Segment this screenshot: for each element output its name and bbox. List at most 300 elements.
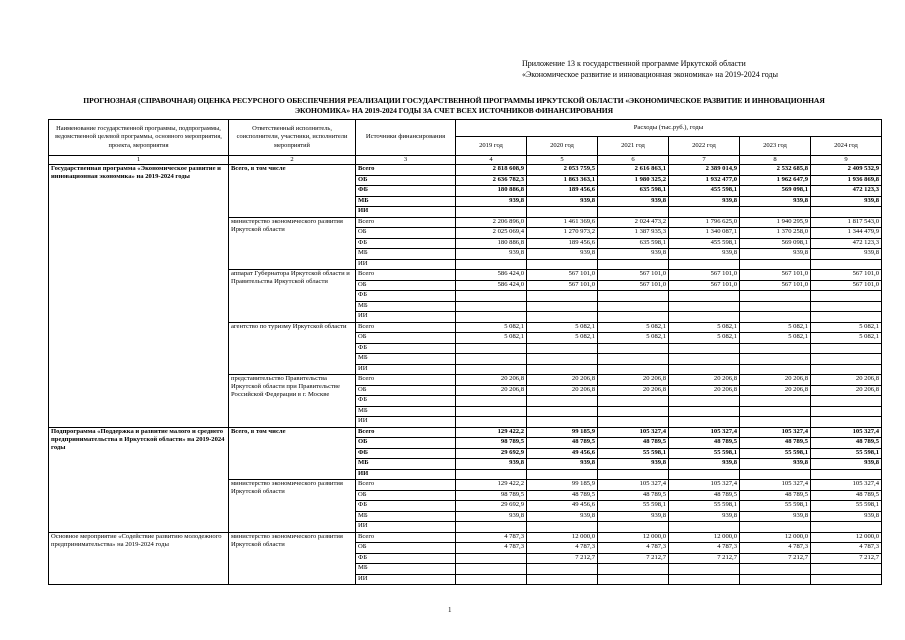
funding-source: ОБ bbox=[356, 280, 456, 291]
amount-cell bbox=[598, 301, 669, 312]
amount-cell: 939,8 bbox=[598, 196, 669, 207]
amount-cell bbox=[669, 343, 740, 354]
amount-cell bbox=[598, 343, 669, 354]
amount-cell: 1 817 543,0 bbox=[811, 217, 882, 228]
amount-cell: 2 616 863,1 bbox=[598, 165, 669, 176]
amount-cell: 48 789,5 bbox=[669, 438, 740, 449]
amount-cell bbox=[527, 522, 598, 533]
amount-cell bbox=[669, 469, 740, 480]
amount-cell: 4 787,3 bbox=[740, 543, 811, 554]
amount-cell bbox=[527, 354, 598, 365]
amount-cell: 48 789,5 bbox=[811, 490, 882, 501]
amount-cell: 5 082,1 bbox=[456, 322, 527, 333]
header-year: 2023 год bbox=[740, 137, 811, 156]
funding-source: ИИ bbox=[356, 312, 456, 323]
amount-cell bbox=[740, 564, 811, 575]
amount-cell bbox=[669, 406, 740, 417]
column-number: 3 bbox=[356, 156, 456, 165]
amount-cell bbox=[456, 291, 527, 302]
amount-cell bbox=[669, 522, 740, 533]
amount-cell bbox=[740, 406, 811, 417]
amount-cell: 55 598,1 bbox=[669, 501, 740, 512]
amount-cell: 939,8 bbox=[740, 249, 811, 260]
amount-cell: 12 000,0 bbox=[740, 532, 811, 543]
amount-cell: 1 387 935,3 bbox=[598, 228, 669, 239]
amount-cell bbox=[527, 417, 598, 428]
amount-cell bbox=[456, 469, 527, 480]
amount-cell: 1 962 647,9 bbox=[740, 175, 811, 186]
amount-cell bbox=[740, 291, 811, 302]
funding-source: Всего bbox=[356, 532, 456, 543]
amount-cell: 105 327,4 bbox=[811, 480, 882, 491]
amount-cell bbox=[740, 396, 811, 407]
amount-cell bbox=[811, 291, 882, 302]
header-executor: Ответственный исполнитель, соисполнители, участники, исполнители мероприятий bbox=[229, 120, 356, 156]
amount-cell: 939,8 bbox=[811, 511, 882, 522]
column-number: 2 bbox=[229, 156, 356, 165]
amount-cell: 2 818 608,9 bbox=[456, 165, 527, 176]
header-year: 2021 год bbox=[598, 137, 669, 156]
amount-cell bbox=[811, 207, 882, 218]
amount-cell: 567 101,0 bbox=[811, 270, 882, 281]
funding-source: МБ bbox=[356, 354, 456, 365]
header-source: Источники финансирования bbox=[356, 120, 456, 156]
amount-cell: 567 101,0 bbox=[598, 280, 669, 291]
amount-cell: 5 082,1 bbox=[740, 333, 811, 344]
amount-cell: 20 206,8 bbox=[598, 385, 669, 396]
amount-cell bbox=[811, 522, 882, 533]
amount-cell: 1 344 479,9 bbox=[811, 228, 882, 239]
amount-cell: 49 456,6 bbox=[527, 448, 598, 459]
amount-cell bbox=[669, 354, 740, 365]
funding-source: МБ bbox=[356, 301, 456, 312]
executor-name: министерство экономического развития Иркутской области bbox=[229, 532, 356, 585]
amount-cell bbox=[811, 301, 882, 312]
amount-cell: 5 082,1 bbox=[598, 322, 669, 333]
amount-cell: 567 101,0 bbox=[527, 280, 598, 291]
amount-cell: 48 789,5 bbox=[598, 490, 669, 501]
amount-cell bbox=[456, 406, 527, 417]
amount-cell: 5 082,1 bbox=[669, 322, 740, 333]
amount-cell: 939,8 bbox=[598, 511, 669, 522]
amount-cell: 20 206,8 bbox=[740, 375, 811, 386]
amount-cell: 7 212,7 bbox=[811, 553, 882, 564]
funding-source: Всего bbox=[356, 270, 456, 281]
amount-cell bbox=[669, 312, 740, 323]
amount-cell bbox=[598, 522, 669, 533]
amount-cell: 189 456,6 bbox=[527, 186, 598, 197]
amount-cell: 105 327,4 bbox=[740, 480, 811, 491]
header-year: 2024 год bbox=[811, 137, 882, 156]
amount-cell bbox=[598, 364, 669, 375]
amount-cell bbox=[669, 259, 740, 270]
amount-cell bbox=[527, 396, 598, 407]
amount-cell bbox=[527, 564, 598, 575]
amount-cell: 5 082,1 bbox=[669, 333, 740, 344]
amount-cell: 472 123,3 bbox=[811, 186, 882, 197]
title-line-1: ПРОГНОЗНАЯ (СПРАВОЧНАЯ) ОЦЕНКА РЕСУРСНОГО ОБЕСПЕЧЕНИЯ РЕАЛИЗАЦИИ ГОСУДАРСТВЕННОЙ ПРОГРАММЫ ИРКУТСКОЙ ОБЛАСТИ «ЭКОНОМИЧЕСКОЕ РАЗВИТИЕ И ИННОВАЦИОННАЯ bbox=[83, 96, 825, 105]
amount-cell bbox=[456, 553, 527, 564]
amount-cell: 48 789,5 bbox=[527, 438, 598, 449]
amount-cell: 7 212,7 bbox=[740, 553, 811, 564]
funding-source: Всего bbox=[356, 165, 456, 176]
amount-cell: 129 422,2 bbox=[456, 480, 527, 491]
amount-cell: 1 370 258,0 bbox=[740, 228, 811, 239]
amount-cell: 105 327,4 bbox=[811, 427, 882, 438]
amount-cell bbox=[811, 396, 882, 407]
amount-cell: 55 598,1 bbox=[740, 501, 811, 512]
funding-source: МБ bbox=[356, 564, 456, 575]
amount-cell: 48 789,5 bbox=[527, 490, 598, 501]
amount-cell: 55 598,1 bbox=[598, 501, 669, 512]
amount-cell: 567 101,0 bbox=[740, 280, 811, 291]
amount-cell: 939,8 bbox=[740, 511, 811, 522]
amount-cell: 99 185,9 bbox=[527, 480, 598, 491]
amount-cell: 49 456,6 bbox=[527, 501, 598, 512]
amount-cell bbox=[740, 312, 811, 323]
funding-source: МБ bbox=[356, 196, 456, 207]
amount-cell: 105 327,4 bbox=[598, 480, 669, 491]
funding-source: ФБ bbox=[356, 553, 456, 564]
amount-cell: 55 598,1 bbox=[598, 448, 669, 459]
page-number: 1 bbox=[448, 606, 452, 614]
amount-cell: 105 327,4 bbox=[598, 427, 669, 438]
amount-cell: 569 098,1 bbox=[740, 186, 811, 197]
funding-source: ФБ bbox=[356, 396, 456, 407]
amount-cell: 939,8 bbox=[527, 196, 598, 207]
funding-source: ФБ bbox=[356, 238, 456, 249]
column-number: 5 bbox=[527, 156, 598, 165]
amount-cell: 939,8 bbox=[811, 196, 882, 207]
amount-cell: 7 212,7 bbox=[598, 553, 669, 564]
header-expenses: Расходы (тыс.руб.), годы bbox=[456, 120, 882, 137]
amount-cell: 7 212,7 bbox=[669, 553, 740, 564]
amount-cell: 1 980 325,2 bbox=[598, 175, 669, 186]
amount-cell bbox=[740, 574, 811, 585]
amount-cell bbox=[740, 354, 811, 365]
funding-source: Всего bbox=[356, 322, 456, 333]
appendix-note bbox=[522, 58, 778, 80]
amount-cell: 48 789,5 bbox=[740, 490, 811, 501]
amount-cell bbox=[669, 574, 740, 585]
amount-cell: 29 692,9 bbox=[456, 448, 527, 459]
amount-cell bbox=[669, 396, 740, 407]
title-line-2: ЭКОНОМИКА» НА 2019-2024 ГОДЫ ЗА СЧЕТ ВСЕХ ИСТОЧНИКОВ ФИНАНСИРОВАНИЯ bbox=[294, 105, 613, 115]
amount-cell: 2 636 782,3 bbox=[456, 175, 527, 186]
header-name: Наименование государственной программы, подпрограммы, ведомственной целевой программы, основного мероприятия, проекта, мероприятия bbox=[49, 120, 229, 156]
funding-table bbox=[48, 119, 882, 585]
amount-cell bbox=[598, 417, 669, 428]
amount-cell: 567 101,0 bbox=[669, 270, 740, 281]
amount-cell: 455 598,1 bbox=[669, 238, 740, 249]
amount-cell: 189 456,6 bbox=[527, 238, 598, 249]
item-name: Государственная программа «Экономическое развитие и инновационная экономика» на 2019-2024 годы bbox=[49, 165, 229, 428]
amount-cell bbox=[456, 301, 527, 312]
amount-cell bbox=[669, 364, 740, 375]
amount-cell: 99 185,9 bbox=[527, 427, 598, 438]
amount-cell: 1 936 869,8 bbox=[811, 175, 882, 186]
column-number: 4 bbox=[456, 156, 527, 165]
amount-cell bbox=[527, 312, 598, 323]
amount-cell bbox=[740, 522, 811, 533]
funding-source: ИИ bbox=[356, 259, 456, 270]
amount-cell: 29 692,9 bbox=[456, 501, 527, 512]
amount-cell: 105 327,4 bbox=[669, 480, 740, 491]
funding-source: ФБ bbox=[356, 343, 456, 354]
amount-cell bbox=[811, 564, 882, 575]
amount-cell: 12 000,0 bbox=[527, 532, 598, 543]
table-row bbox=[49, 532, 882, 543]
amount-cell: 5 082,1 bbox=[740, 322, 811, 333]
header-year: 2020 год bbox=[527, 137, 598, 156]
amount-cell: 2 024 473,2 bbox=[598, 217, 669, 228]
amount-cell: 939,8 bbox=[811, 459, 882, 470]
funding-source: МБ bbox=[356, 406, 456, 417]
amount-cell: 939,8 bbox=[598, 459, 669, 470]
amount-cell bbox=[669, 301, 740, 312]
header-year: 2022 год bbox=[669, 137, 740, 156]
amount-cell bbox=[811, 469, 882, 480]
amount-cell: 939,8 bbox=[811, 249, 882, 260]
amount-cell: 20 206,8 bbox=[456, 385, 527, 396]
funding-source: Всего bbox=[356, 480, 456, 491]
funding-source: ИИ bbox=[356, 417, 456, 428]
amount-cell: 4 787,3 bbox=[456, 543, 527, 554]
amount-cell: 98 789,5 bbox=[456, 438, 527, 449]
amount-cell: 567 101,0 bbox=[598, 270, 669, 281]
amount-cell bbox=[456, 312, 527, 323]
amount-cell: 20 206,8 bbox=[527, 375, 598, 386]
funding-source: ОБ bbox=[356, 490, 456, 501]
amount-cell: 939,8 bbox=[740, 459, 811, 470]
executor-name: агентство по туризму Иркутской области bbox=[229, 322, 356, 375]
amount-cell bbox=[740, 364, 811, 375]
amount-cell bbox=[598, 207, 669, 218]
amount-cell bbox=[740, 343, 811, 354]
amount-cell bbox=[598, 396, 669, 407]
amount-cell bbox=[456, 417, 527, 428]
amount-cell bbox=[456, 522, 527, 533]
item-name: Подпрограмма «Поддержка и развитие малого и среднего предпринимательства в Иркутской области» на 2019-2024 годы bbox=[49, 427, 229, 532]
amount-cell: 939,8 bbox=[527, 249, 598, 260]
amount-cell: 5 082,1 bbox=[456, 333, 527, 344]
amount-cell: 2 532 685,8 bbox=[740, 165, 811, 176]
amount-cell bbox=[527, 207, 598, 218]
amount-cell: 939,8 bbox=[456, 459, 527, 470]
funding-source: ИИ bbox=[356, 522, 456, 533]
amount-cell: 55 598,1 bbox=[669, 448, 740, 459]
amount-cell: 567 101,0 bbox=[669, 280, 740, 291]
amount-cell bbox=[669, 564, 740, 575]
amount-cell: 48 789,5 bbox=[669, 490, 740, 501]
amount-cell: 939,8 bbox=[669, 196, 740, 207]
header-year: 2019 год bbox=[456, 137, 527, 156]
funding-source: Всего bbox=[356, 427, 456, 438]
funding-source: ОБ bbox=[356, 228, 456, 239]
document-title bbox=[40, 96, 868, 115]
appendix-line-1: Приложение 13 к государственной программе Иркутской области bbox=[522, 59, 746, 68]
amount-cell: 1 940 295,9 bbox=[740, 217, 811, 228]
amount-cell: 2 206 896,0 bbox=[456, 217, 527, 228]
amount-cell bbox=[598, 564, 669, 575]
amount-cell: 472 123,3 bbox=[811, 238, 882, 249]
table-row bbox=[49, 427, 882, 438]
amount-cell: 1 796 625,0 bbox=[669, 217, 740, 228]
funding-source: МБ bbox=[356, 459, 456, 470]
amount-cell: 20 206,8 bbox=[811, 385, 882, 396]
amount-cell: 635 598,1 bbox=[598, 238, 669, 249]
amount-cell bbox=[598, 469, 669, 480]
amount-cell bbox=[669, 207, 740, 218]
funding-source: ФБ bbox=[356, 186, 456, 197]
amount-cell: 48 789,5 bbox=[811, 438, 882, 449]
amount-cell: 105 327,4 bbox=[740, 427, 811, 438]
amount-cell bbox=[740, 301, 811, 312]
amount-cell bbox=[669, 417, 740, 428]
amount-cell: 20 206,8 bbox=[598, 375, 669, 386]
funding-source: ФБ bbox=[356, 501, 456, 512]
amount-cell: 5 082,1 bbox=[527, 322, 598, 333]
amount-cell: 939,8 bbox=[527, 459, 598, 470]
amount-cell: 2 025 069,4 bbox=[456, 228, 527, 239]
column-number: 8 bbox=[740, 156, 811, 165]
amount-cell: 569 098,1 bbox=[740, 238, 811, 249]
amount-cell bbox=[598, 291, 669, 302]
amount-cell bbox=[527, 574, 598, 585]
amount-cell: 1 340 087,1 bbox=[669, 228, 740, 239]
table-body bbox=[49, 120, 882, 585]
amount-cell bbox=[811, 574, 882, 585]
executor-name: аппарат Губернатора Иркутской области и Правительства Иркутской области bbox=[229, 270, 356, 323]
amount-cell: 20 206,8 bbox=[669, 375, 740, 386]
column-number: 1 bbox=[49, 156, 229, 165]
amount-cell: 5 082,1 bbox=[598, 333, 669, 344]
funding-source: ОБ bbox=[356, 438, 456, 449]
amount-cell bbox=[527, 406, 598, 417]
amount-cell: 48 789,5 bbox=[598, 438, 669, 449]
amount-cell bbox=[527, 469, 598, 480]
funding-source: ИИ bbox=[356, 574, 456, 585]
amount-cell: 939,8 bbox=[669, 511, 740, 522]
funding-source: ОБ bbox=[356, 385, 456, 396]
amount-cell bbox=[811, 259, 882, 270]
funding-source: МБ bbox=[356, 511, 456, 522]
amount-cell bbox=[456, 574, 527, 585]
amount-cell: 455 598,1 bbox=[669, 186, 740, 197]
amount-cell bbox=[598, 312, 669, 323]
amount-cell bbox=[740, 259, 811, 270]
amount-cell: 1 461 369,6 bbox=[527, 217, 598, 228]
amount-cell: 4 787,3 bbox=[456, 532, 527, 543]
amount-cell bbox=[740, 469, 811, 480]
funding-source: ИИ bbox=[356, 364, 456, 375]
amount-cell bbox=[811, 354, 882, 365]
amount-cell bbox=[811, 364, 882, 375]
executor-name: представительство Правительства Иркутской области при Правительстве Российской Федерации в г. Москве bbox=[229, 375, 356, 428]
amount-cell bbox=[527, 343, 598, 354]
amount-cell bbox=[811, 312, 882, 323]
amount-cell: 567 101,0 bbox=[811, 280, 882, 291]
amount-cell: 586 424,0 bbox=[456, 270, 527, 281]
amount-cell: 567 101,0 bbox=[527, 270, 598, 281]
amount-cell: 20 206,8 bbox=[740, 385, 811, 396]
funding-source: ОБ bbox=[356, 333, 456, 344]
amount-cell: 20 206,8 bbox=[669, 385, 740, 396]
amount-cell bbox=[527, 291, 598, 302]
amount-cell: 180 886,8 bbox=[456, 186, 527, 197]
column-number: 7 bbox=[669, 156, 740, 165]
amount-cell: 939,8 bbox=[527, 511, 598, 522]
amount-cell bbox=[598, 259, 669, 270]
column-number: 6 bbox=[598, 156, 669, 165]
amount-cell: 4 787,3 bbox=[527, 543, 598, 554]
amount-cell: 1 932 477,0 bbox=[669, 175, 740, 186]
amount-cell: 5 082,1 bbox=[527, 333, 598, 344]
amount-cell: 4 787,3 bbox=[669, 543, 740, 554]
amount-cell bbox=[598, 406, 669, 417]
amount-cell: 55 598,1 bbox=[740, 448, 811, 459]
amount-cell bbox=[740, 417, 811, 428]
amount-cell: 2 053 759,5 bbox=[527, 165, 598, 176]
amount-cell bbox=[456, 354, 527, 365]
funding-source: Всего bbox=[356, 375, 456, 386]
table-row bbox=[49, 165, 882, 176]
item-name: Основное мероприятие «Содействие развитию молодежного предпринимательства» на 2019-2024 годы bbox=[49, 532, 229, 585]
amount-cell: 129 422,2 bbox=[456, 427, 527, 438]
amount-cell: 586 424,0 bbox=[456, 280, 527, 291]
amount-cell: 939,8 bbox=[740, 196, 811, 207]
amount-cell: 939,8 bbox=[669, 249, 740, 260]
amount-cell: 567 101,0 bbox=[740, 270, 811, 281]
funding-source: ИИ bbox=[356, 207, 456, 218]
amount-cell bbox=[811, 343, 882, 354]
amount-cell: 12 000,0 bbox=[669, 532, 740, 543]
amount-cell bbox=[527, 301, 598, 312]
amount-cell: 939,8 bbox=[456, 249, 527, 260]
amount-cell: 20 206,8 bbox=[527, 385, 598, 396]
funding-source: Всего bbox=[356, 217, 456, 228]
amount-cell bbox=[527, 259, 598, 270]
amount-cell bbox=[669, 291, 740, 302]
amount-cell: 939,8 bbox=[456, 511, 527, 522]
funding-source: ФБ bbox=[356, 448, 456, 459]
amount-cell bbox=[598, 574, 669, 585]
amount-cell: 1 863 363,1 bbox=[527, 175, 598, 186]
amount-cell: 20 206,8 bbox=[811, 375, 882, 386]
amount-cell bbox=[598, 354, 669, 365]
amount-cell bbox=[456, 564, 527, 575]
amount-cell: 55 598,1 bbox=[811, 448, 882, 459]
amount-cell: 5 082,1 bbox=[811, 322, 882, 333]
amount-cell bbox=[456, 396, 527, 407]
amount-cell bbox=[811, 406, 882, 417]
amount-cell: 105 327,4 bbox=[669, 427, 740, 438]
executor-name: Всего, в том числе bbox=[229, 165, 356, 218]
amount-cell: 4 787,3 bbox=[598, 543, 669, 554]
amount-cell bbox=[456, 207, 527, 218]
funding-source: ИИ bbox=[356, 469, 456, 480]
column-number: 9 bbox=[811, 156, 882, 165]
executor-name: Всего, в том числе bbox=[229, 427, 356, 480]
amount-cell: 98 789,5 bbox=[456, 490, 527, 501]
amount-cell bbox=[456, 364, 527, 375]
amount-cell: 48 789,5 bbox=[740, 438, 811, 449]
amount-cell: 12 000,0 bbox=[598, 532, 669, 543]
amount-cell: 180 886,8 bbox=[456, 238, 527, 249]
amount-cell: 12 000,0 bbox=[811, 532, 882, 543]
funding-source: ФБ bbox=[356, 291, 456, 302]
amount-cell: 939,8 bbox=[598, 249, 669, 260]
